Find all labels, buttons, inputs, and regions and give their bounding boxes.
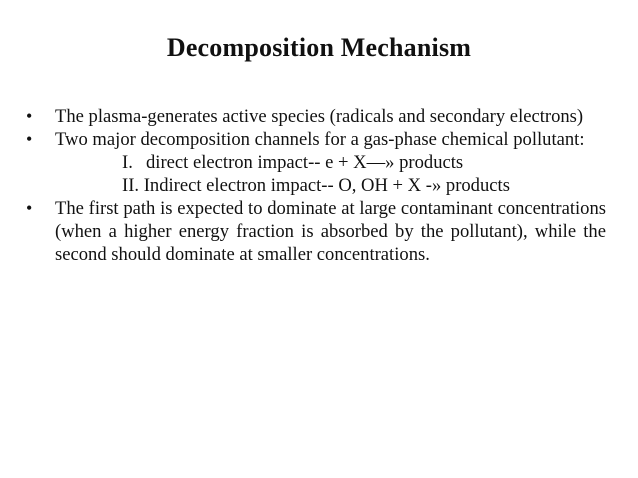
bullet-icon: •: [26, 106, 33, 126]
slide-title: Decomposition Mechanism: [166, 33, 472, 62]
sub-item-text: Indirect electron impact-- O, OH + X -» products: [143, 175, 510, 196]
bullet-text: The first path is expected to dominate at large contaminant concentrations (when a higher energy fraction is absorbed by the pollutant), while the second should dominate at smaller concentrations.: [55, 198, 606, 265]
sub-item-text: direct electron impact-- e + X—» products: [146, 152, 464, 173]
bullet-item: [22, 128, 606, 151]
bullet-icon: •: [26, 198, 33, 218]
bullet-text: Two major decomposition channels for a gas-phase chemical pollutant:: [55, 129, 585, 150]
sub-item: [22, 151, 606, 174]
slide-body: [22, 105, 606, 266]
sub-item-number: I.: [122, 152, 133, 173]
bullet-item: [22, 105, 606, 128]
bullet-text: The plasma-generates active species (radicals and secondary electrons): [55, 106, 584, 127]
bullet-icon: •: [26, 129, 33, 149]
sub-item: [22, 174, 606, 197]
bullet-item: [22, 197, 606, 266]
sub-item-number: II.: [122, 175, 140, 196]
